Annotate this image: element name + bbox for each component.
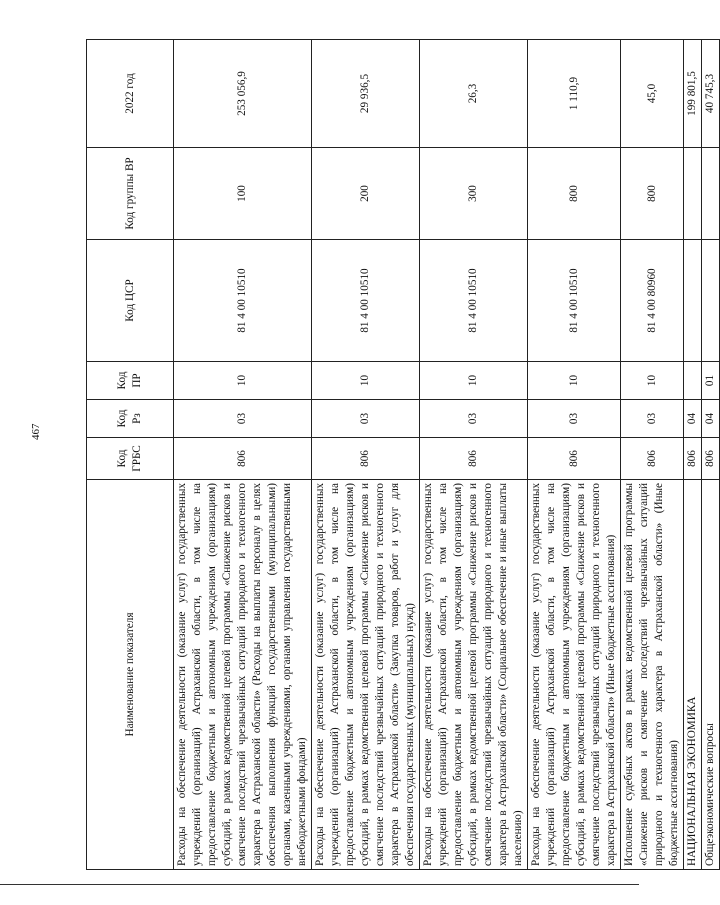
table-row bbox=[420, 40, 528, 870]
row-rz: 04 bbox=[684, 400, 702, 438]
row-pr: 10 bbox=[621, 362, 684, 400]
row-rz: 03 bbox=[621, 400, 684, 438]
header-vr: Код группы ВР bbox=[87, 148, 174, 240]
row-csr: 81 4 00 10510 bbox=[528, 240, 621, 362]
row-pr: 10 bbox=[312, 362, 420, 400]
row-value: 40 745,3 bbox=[702, 40, 720, 148]
row-rz: 03 bbox=[312, 400, 420, 438]
row-rz: 03 bbox=[420, 400, 528, 438]
row-vr bbox=[684, 148, 702, 240]
row-value: 26,3 bbox=[420, 40, 528, 148]
row-name: Общеэкономические вопросы bbox=[702, 480, 720, 870]
row-name: Расходы на обеспечение деятельности (оказание услуг) государственных учреждений (организаций) Астраханской области, в том числе на предоставление бюджетным и автономным учреждениям (организациям) субсидий, в рамках ведомственной целевой программы «Снижение рисков и смягчение последствий чрезвычайных ситуаций природного и техногенного характера в Астраханской области» (Закупка товаров, работ и услуг для обеспечения государственных (муниципальных) нужд) bbox=[312, 480, 420, 870]
row-grbs: 806 bbox=[528, 438, 621, 480]
row-vr: 100 bbox=[174, 148, 312, 240]
budget-table-container bbox=[86, 40, 716, 870]
row-name: НАЦИОНАЛЬНАЯ ЭКОНОМИКА bbox=[684, 480, 702, 870]
row-csr: 81 4 00 10510 bbox=[174, 240, 312, 362]
row-name: Расходы на обеспечение деятельности (оказание услуг) государственных учреждений (организаций) Астраханской области, в том числе на предоставление бюджетным и автономным учреждениям (организациям) субсидий, в рамках ведомственной целевой программы «Снижение рисков и смягчение последствий чрезвычайных ситуаций природного и техногенного характера в Астраханской области» (Расходы на выплаты персоналу в целях обеспечения выполнения функций государственными (муниципальными) органами, казенными учреждениями, органами управления государственными внебюджетными фондами) bbox=[174, 480, 312, 870]
budget-table bbox=[86, 39, 720, 870]
row-grbs: 806 bbox=[621, 438, 684, 480]
row-grbs: 806 bbox=[702, 438, 720, 480]
row-pr bbox=[684, 362, 702, 400]
row-name: Расходы на обеспечение деятельности (оказание услуг) государственных учреждений (организаций) Астраханской области, в том числе на предоставление бюджетным и автономным учреждениям (организациям) субсидий, в рамках ведомственной целевой программы «Снижение рисков и смягчение последствий чрезвычайных ситуаций природного и техногенного характера в Астраханской области» (Социальное обеспечение и иные выплаты населению) bbox=[420, 480, 528, 870]
row-vr: 300 bbox=[420, 148, 528, 240]
table-row bbox=[528, 40, 621, 870]
header-grbs: Код ГРБС bbox=[87, 438, 174, 480]
table-row bbox=[702, 40, 720, 870]
row-rz: 03 bbox=[174, 400, 312, 438]
header-name: Наименование показателя bbox=[87, 480, 174, 870]
header-rz: Код Рз bbox=[87, 400, 174, 438]
row-vr: 200 bbox=[312, 148, 420, 240]
row-grbs: 806 bbox=[312, 438, 420, 480]
row-pr: 10 bbox=[420, 362, 528, 400]
row-rz: 03 bbox=[528, 400, 621, 438]
row-value: 253 056,9 bbox=[174, 40, 312, 148]
row-vr: 800 bbox=[621, 148, 684, 240]
row-csr bbox=[702, 240, 720, 362]
row-pr: 01 bbox=[702, 362, 720, 400]
row-value: 1 110,9 bbox=[528, 40, 621, 148]
header-year: 2022 год bbox=[87, 40, 174, 148]
row-pr: 10 bbox=[528, 362, 621, 400]
row-name: Исполнение судебных актов в рамках ведомственной целевой программы «Снижение рисков и смягчение последствий чрезвычайных ситуаций природного и техногенного характера в Астраханской области» (Иные бюджетные ассигнования) bbox=[621, 480, 684, 870]
row-vr bbox=[702, 148, 720, 240]
page-number: 467 bbox=[30, 423, 42, 440]
row-csr bbox=[684, 240, 702, 362]
header-row bbox=[87, 40, 174, 870]
row-csr: 81 4 00 10510 bbox=[420, 240, 528, 362]
row-value: 29 936,5 bbox=[312, 40, 420, 148]
row-grbs: 806 bbox=[684, 438, 702, 480]
table-row bbox=[621, 40, 684, 870]
row-vr: 800 bbox=[528, 148, 621, 240]
table-row bbox=[312, 40, 420, 870]
row-grbs: 806 bbox=[420, 438, 528, 480]
row-csr: 81 4 00 10510 bbox=[312, 240, 420, 362]
row-value: 199 801,5 bbox=[684, 40, 702, 148]
row-rz: 04 bbox=[702, 400, 720, 438]
row-csr: 81 4 00 80960 bbox=[621, 240, 684, 362]
header-pr: Код ПР bbox=[87, 362, 174, 400]
table-row bbox=[684, 40, 702, 870]
row-grbs: 806 bbox=[174, 438, 312, 480]
page-divider bbox=[0, 884, 639, 885]
table-row bbox=[174, 40, 312, 870]
row-name: Расходы на обеспечение деятельности (оказание услуг) государственных учреждений (организаций) Астраханской области, в том числе на предоставление бюджетным и автономным учреждениям (организациям) субсидий, в рамках ведомственной целевой программы «Снижение рисков и смягчение последствий чрезвычайных ситуаций природного и техногенного характера в Астраханской области» (Иные бюджетные ассигнования) bbox=[528, 480, 621, 870]
row-pr: 10 bbox=[174, 362, 312, 400]
row-value: 45,0 bbox=[621, 40, 684, 148]
header-csr: Код ЦСР bbox=[87, 240, 174, 362]
